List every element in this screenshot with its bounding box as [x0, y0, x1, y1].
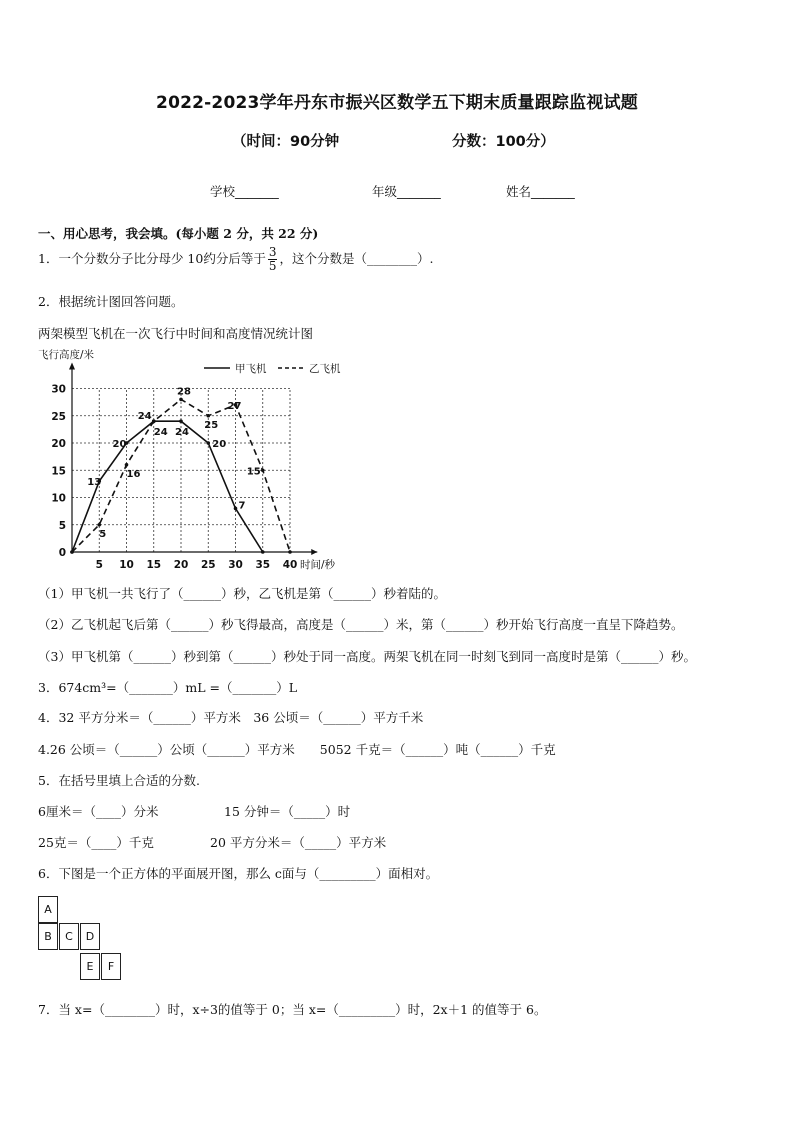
net-cell-d: D: [80, 923, 100, 950]
school-field: 学校_______: [210, 184, 279, 199]
data-label: 13: [87, 477, 102, 489]
y-axis-arrow: [69, 363, 75, 370]
data-point: [261, 550, 265, 554]
x-tick-label: 25: [200, 559, 216, 571]
question-2-sub-2: （2）乙飞机起飞后第（______）秒飞得最高，高度是（______）米，第（______）秒开始飞行高度一直呈下降趋势。: [38, 617, 684, 632]
exam-time: （时间：90分钟: [232, 134, 340, 150]
data-label: 20: [212, 439, 227, 450]
question-4-line-2: 4.26 公顷＝（______）公顷（______）平方米 5052 千克＝（______）吨（______）千克: [38, 742, 556, 757]
data-point: [179, 419, 183, 423]
question-5-item-1: 6厘米＝（____）分米: [38, 804, 159, 819]
data-point: [206, 414, 210, 418]
data-label: 15: [246, 466, 261, 478]
data-label: 25: [204, 419, 219, 431]
y-tick-label: 0: [58, 547, 66, 559]
page-title: 2022-2023学年丹东市振兴区数学五下期末质量跟踪监视试题: [156, 93, 638, 113]
question-2-sub-3: （3）甲飞机第（______）秒到第（______）秒处于同一高度。两架飞机在同一时刻飞到同一高度时是第（______）秒。: [38, 649, 696, 664]
y-axis-title: 飞行高度/米: [38, 349, 95, 361]
chart-caption: 两架模型飞机在一次飞行中时间和高度情况统计图: [38, 326, 314, 341]
data-label: 24: [175, 427, 189, 439]
legend-label: 甲飞机: [235, 363, 267, 375]
question-3: 3．674cm³=（_______）mL =（_______）L: [38, 680, 298, 695]
net-cell-c: C: [59, 923, 79, 950]
data-label: 27: [227, 400, 242, 412]
data-label: 7: [238, 500, 246, 512]
legend-label: 乙飞机: [309, 363, 341, 375]
y-tick-label: 30: [51, 383, 66, 396]
grade-field: 年级_______: [372, 184, 441, 199]
q1-text-after: ，这个分数是（________）.: [279, 251, 434, 266]
y-tick-label: 5: [58, 519, 66, 532]
x-tick-label: 10: [119, 559, 134, 571]
net-cell-a: A: [38, 896, 58, 923]
name-field: 姓名_______: [506, 184, 575, 199]
question-5-item-3: 25克＝（____）千克: [38, 835, 154, 850]
data-label: 16: [126, 468, 141, 480]
exam-score: 分数：100分）: [452, 134, 555, 150]
x-tick-label: 15: [146, 559, 162, 571]
question-5-item-4: 20 平方分米＝（_____）平方米: [210, 835, 387, 850]
x-tick-label: 35: [255, 559, 271, 571]
fraction: [268, 246, 278, 273]
x-tick-label: 30: [228, 559, 243, 571]
question-2-sub-1: （1）甲飞机一共飞行了（______）秒，乙飞机是第（______）秒着陆的。: [38, 586, 446, 601]
data-label: 28: [177, 386, 191, 398]
data-point: [206, 441, 210, 445]
data-label: 5: [99, 528, 107, 540]
question-2-intro: 2．根据统计图回答问题。: [38, 294, 184, 309]
data-point: [234, 507, 238, 511]
data-label: 20: [112, 439, 127, 450]
data-point: [152, 419, 156, 423]
question-5-intro: 5．在括号里填上合适的分数.: [38, 773, 200, 788]
data-point: [70, 550, 74, 554]
data-point: [261, 468, 265, 472]
data-point: [97, 523, 101, 527]
question-6: 6．下图是一个正方体的平面展开图，那么 c面与（_________）面相对。: [38, 866, 439, 881]
x-axis-arrow: [311, 549, 317, 555]
x-tick-label: 5: [95, 559, 103, 571]
y-tick-label: 25: [51, 410, 66, 423]
x-tick-label: 20: [173, 559, 189, 571]
net-cell-e: E: [80, 953, 100, 980]
data-label: 24: [137, 411, 152, 423]
question-7: 7．当 x=（________）时，x÷3的值等于 0；当 x=（_________）时，2x＋1 的值等于 6。: [38, 1002, 547, 1017]
section-heading: 一、用心思考，我会填。(每小题 2 分，共 22 分): [38, 226, 319, 241]
fraction-numerator: 3: [268, 245, 277, 259]
q1-text-before: 1．一个分数分子比分母少 10约分后等于: [38, 251, 266, 266]
x-tick-label: 40: [282, 559, 298, 571]
data-point: [179, 398, 183, 402]
x-axis-title: 时间/秒: [300, 559, 336, 571]
question-5-item-2: 15 分钟＝（_____）时: [224, 804, 351, 819]
question-1: [38, 246, 433, 273]
question-4-line-1: 4．32 平方分米＝（______）平方米 36 公顷＝（______）平方千米: [38, 710, 424, 725]
y-tick-label: 15: [51, 465, 66, 478]
net-cell-b: B: [38, 923, 58, 950]
data-point: [125, 463, 129, 467]
data-label: 24: [153, 427, 168, 439]
net-cell-f: F: [101, 953, 121, 980]
data-point: [288, 550, 292, 554]
fraction-denominator: 5: [268, 259, 277, 273]
y-tick-label: 20: [51, 438, 66, 450]
y-tick-label: 10: [51, 492, 66, 505]
line-chart: [30, 344, 360, 576]
